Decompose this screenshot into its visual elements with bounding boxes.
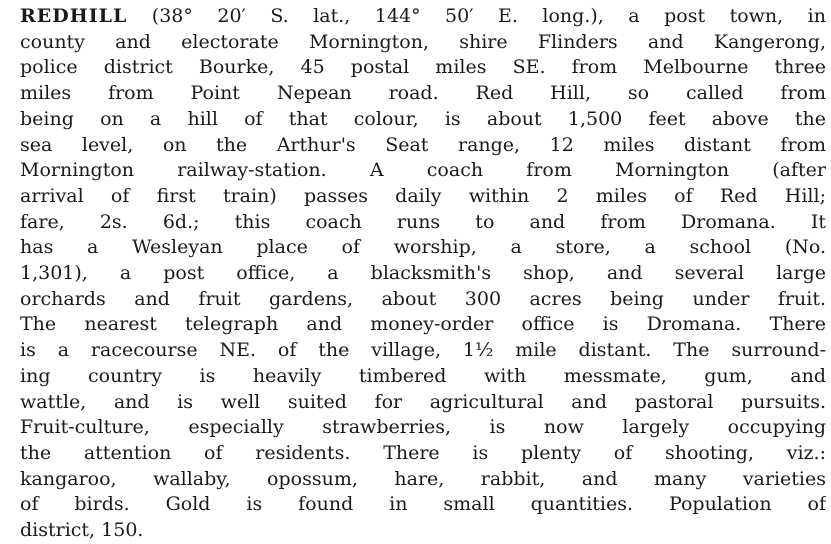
text-line-7: Mornington railway-station. A coach from Mornington (after (20, 159, 826, 182)
text-line-15: ing country is heavily timbered with messmate, gum, and (20, 364, 826, 387)
text-line-2: county and electorate Mornington, shire Flinders and Kangerong, (20, 30, 826, 53)
text-line-10: has a Wesleyan place of worship, a store, a school (No. (20, 236, 826, 259)
text-line-3: police district Bourke, 45 postal miles SE. from Melbourne three (20, 56, 826, 79)
text-line-1 (20, 4, 826, 30)
text-line-19: kangaroo, wallaby, opossum, hare, rabbit, and many varieties (20, 467, 826, 490)
text-line-14: is a racecourse NE. of the village, 1½ mile distant. The surround- (20, 339, 826, 362)
text-line-21: district, 150. (20, 519, 144, 542)
text-line-1-body: (38° 20′ S. lat., 144° 50′ E. long.), a post town, in (127, 5, 826, 27)
text-line-17: Fruit-culture, especially strawberries, is now largely occupying (20, 416, 826, 439)
text-line-11: 1,301), a post office, a blacksmith's shop, and several large (20, 262, 826, 285)
entry-heading: REDHILL (20, 5, 128, 27)
text-line-12: orchards and fruit gardens, about 300 acres being under fruit. (20, 287, 826, 310)
gazetteer-entry (20, 4, 826, 544)
text-line-6: sea level, on the Arthur's Seat range, 12 miles distant from (20, 133, 826, 156)
text-line-5: being on a hill of that colour, is about 1,500 feet above the (20, 107, 826, 130)
text-line-20: of birds. Gold is found in small quantities. Population of (20, 493, 826, 516)
text-line-13: The nearest telegraph and money-order office is Dromana. There (20, 313, 826, 336)
text-line-16: wattle, and is well suited for agricultural and pastoral pursuits. (20, 390, 826, 413)
text-line-18: the attention of residents. There is plenty of shooting, viz.: (20, 441, 826, 464)
text-line-9: fare, 2s. 6d.; this coach runs to and from Dromana. It (20, 210, 826, 233)
text-line-8: arrival of first train) passes daily within 2 miles of Red Hill; (20, 184, 826, 207)
text-line-4: miles from Point Nepean road. Red Hill, so called from (20, 82, 826, 105)
